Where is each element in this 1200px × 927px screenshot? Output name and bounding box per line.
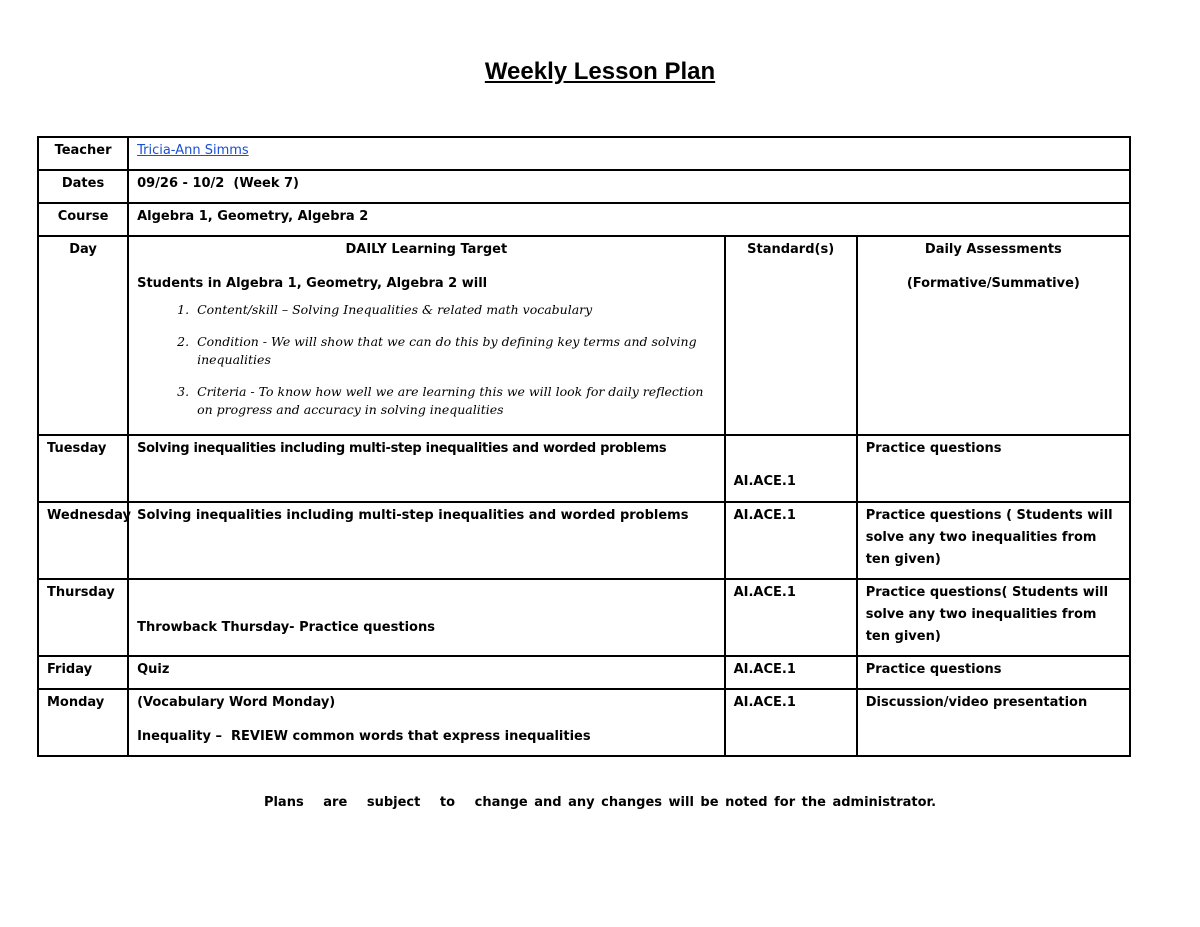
learning-target-intro: Students in Algebra 1, Geometry, Algebra 2 will [137, 276, 488, 291]
course-value: Algebra 1, Geometry, Algebra 2 [128, 203, 1130, 236]
learning-target-item: 3. Criteria - To know how well we are learning this we will look for daily reflection on progress and accuracy in solving inequalities [193, 383, 716, 419]
learning-target-item: 2. Condition - We will show that we can do this by defining key terms and solving inequalities [193, 333, 716, 369]
teacher-row [38, 137, 1130, 170]
daily-target: Throwback Thursday- Practice questions [137, 620, 435, 635]
table-row [38, 689, 1130, 756]
teacher-value-cell [128, 137, 1130, 170]
teacher-name-link[interactable]: Tricia-Ann Simms [137, 143, 249, 158]
course-row [38, 203, 1130, 236]
table-row [38, 435, 1130, 502]
day-label: Monday [38, 689, 128, 756]
learning-target-cell [128, 236, 725, 435]
table-row [38, 502, 1130, 579]
standard-cell [725, 435, 857, 502]
day-label: Wednesday [38, 502, 128, 579]
daily-target-cell [128, 689, 725, 756]
day-label: Tuesday [38, 435, 128, 502]
lesson-plan-table [37, 136, 1131, 757]
footer-note: Plans are subject to change and any changes will be noted for the administrator. [263, 795, 937, 810]
day-label: Thursday [38, 579, 128, 656]
course-label: Course [38, 203, 128, 236]
table-row [38, 656, 1130, 689]
standard-code: AI.ACE.1 [725, 656, 857, 689]
standard-code: AI.ACE.1 [725, 689, 857, 756]
teacher-label: Teacher [38, 137, 128, 170]
daily-target-extra: Inequality – REVIEW common words that express inequalities [137, 729, 591, 744]
day-label: Friday [38, 656, 128, 689]
daily-assessment: Practice questions [857, 656, 1130, 689]
daily-assessment: Practice questions [857, 435, 1130, 502]
assessments-column-header: Daily Assessments [924, 242, 1062, 257]
learning-target-header: DAILY Learning Target [345, 242, 508, 257]
assessments-header-cell [857, 236, 1130, 435]
page-title: Weekly Lesson Plan [484, 58, 716, 85]
daily-target-cell [128, 579, 725, 656]
daily-target: (Vocabulary Word Monday) [137, 695, 336, 710]
standards-column-header: Standard(s) [725, 236, 857, 435]
daily-assessment: Practice questions ( Students will solve any two inequalities from ten given) [857, 502, 1130, 579]
daily-assessment: Practice questions( Students will solve any two inequalities from ten given) [857, 579, 1130, 656]
dates-row [38, 170, 1130, 203]
dates-label: Dates [38, 170, 128, 203]
table-row [38, 579, 1130, 656]
day-column-header: Day [38, 236, 128, 435]
daily-assessment: Discussion/video presentation [857, 689, 1130, 756]
assessments-subheader: (Formative/Summative) [906, 276, 1080, 291]
dates-value: 09/26 - 10/2 (Week 7) [128, 170, 1130, 203]
standard-code: AI.ACE.1 [733, 474, 796, 489]
standard-code: AI.ACE.1 [725, 502, 857, 579]
standard-code: AI.ACE.1 [725, 579, 857, 656]
daily-target: Solving inequalities including multi-step inequalities and worded problems [128, 502, 725, 579]
daily-target: Solving inequalities including multi-step inequalities and worded problems [128, 435, 725, 502]
learning-target-item: 1. Content/skill – Solving Inequalities & related math vocabulary [193, 301, 716, 319]
daily-target: Quiz [128, 656, 725, 689]
column-header-row [38, 236, 1130, 435]
learning-target-list [137, 301, 716, 419]
